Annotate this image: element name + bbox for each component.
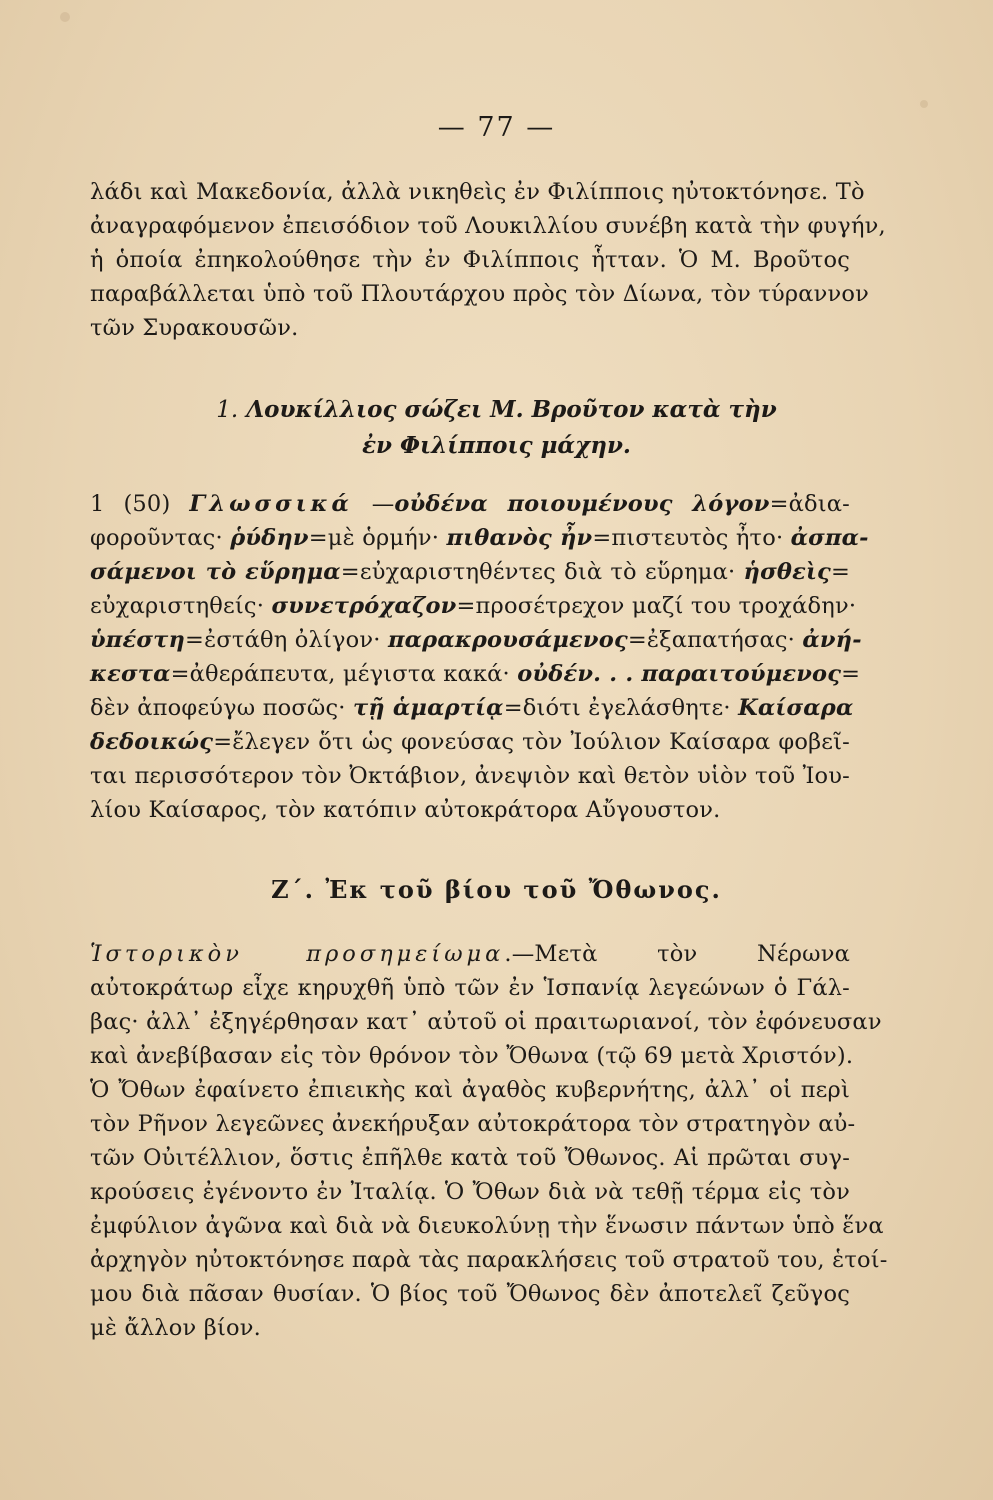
definition: =εὐχαριστηθέντες διὰ τὸ εὕρημα· [340,559,744,585]
heading-line-1: Λουκίλλιος σώζει Μ. Βροῦτον κατὰ τὴν [246,396,777,423]
history-line: τὸν Ρῆνον λεγεῶνες ἀνεκήρυξαν αὐτοκράτορα τὸν στρατηγὸν αὐ- [90,1111,856,1137]
term: παρακρουσάμενος [387,627,628,653]
glossary-line [90,555,850,589]
history-label: Ἱστορικὸν προσημείωμα [90,941,505,967]
history-line: ἐμφύλιον ἀγῶνα καὶ διὰ νὰ διευκολύνῃ τὴν ἕνωσιν πάντων ὑπὸ ἕνα [90,1213,884,1239]
definition: = [830,559,850,585]
definition: δὲν ἀποφεύγω ποσῶς· [90,695,353,721]
term: ὑπέστη [90,627,186,653]
definition: =προσέτρεχον μαζί του τροχάδην· [456,593,857,619]
term: οὐδέν. . . παραιτούμενος [517,661,842,687]
section-title: Ζ΄. Ἐκ τοῦ βίου τοῦ Ὄθωνος. [271,875,722,904]
term: ἀσπα- [790,525,869,551]
history-line: τῶν Οὐιτέλλιον, ὅστις ἐπῆλθε κατὰ τοῦ Ὄθωνος. Αἱ πρῶται συγ- [90,1145,850,1171]
term: ῥύδην [230,525,309,551]
glossary-line [90,725,850,759]
term: σάμενοι τὸ εὕρημα [90,559,341,585]
term: κεστα [90,661,171,687]
note-number: 1 (50) [90,491,190,517]
definition: =ἔλεγεν ὅτι ὡς φονεύσας τὸν Ἰούλιον Καίσαρα φοβεῖ- [213,729,850,755]
intro-line: ἀναγραφόμενον ἐπεισόδιον τοῦ Λουκιλλίου συνέβη κατὰ τὴν φυγήν, [90,213,886,239]
intro-line: παραβάλλεται ὑπὸ τοῦ Πλουτάρχου πρὸς τὸν Δίωνα, τὸν τύραννον [90,281,870,307]
glossary-line [90,657,861,691]
story-heading-continued: ἐν Φιλίπποις μάχην. [362,432,631,459]
glossary-title: Γλωσσικά [189,491,353,517]
glossary-line: λίου Καίσαρος, τὸν κατόπιν αὐτοκράτορα Αὔγουστον. [90,797,721,823]
heading-number: 1. [216,397,239,423]
glossary-line [90,589,857,623]
term: πιθανὸς ἦν [446,525,593,551]
glossary-line [90,487,850,521]
history-line: ἀρχηγὸν ηὐτοκτόνησε παρὰ τὰς παρακλήσεις τοῦ στρατοῦ του, ἑτοί- [90,1247,888,1273]
history-line: αὐτοκράτωρ εἶχε κηρυχθῆ ὑπὸ τῶν ἐν Ἱσπανίᾳ λεγεώνων ὁ Γάλ- [90,975,850,1001]
definition: =διότι ἐγελάσθητε· [503,695,739,721]
dash: — [352,491,395,517]
definition: = [841,661,861,687]
paper-stain [920,100,928,108]
definition: =ἀδια- [769,491,850,517]
definition: =ἀθεράπευτα, μέγιστα κακά· [170,661,518,687]
definition: =μὲ ὁρμήν· [308,525,447,551]
page-number: — 77 — [437,112,556,143]
definition: =ἐξαπατήσας· [627,627,803,653]
history-line: καὶ ἀνεβίβασαν εἰς τὸν θρόνον τὸν Ὄθωνα (τῷ 69 μετὰ Χριστόν). [90,1043,854,1069]
term: Καίσαρα [738,695,854,721]
history-line: κρούσεις ἐγένοντο ἐν Ἰταλίᾳ. Ὁ Ὄθων διὰ νὰ τεθῇ τέρμα εἰς τὸν [90,1179,850,1205]
intro-line: τῶν Συρακουσῶν. [90,315,299,341]
term: ἡσθεὶς [743,559,831,585]
history-paragraph [90,937,888,1345]
definition: φοροῦντας· [90,525,231,551]
history-line: μου διὰ πᾶσαν θυσίαν. Ὁ βίος τοῦ Ὄθωνος δὲν ἀποτελεῖ ζεῦγος [90,1281,850,1307]
definition: εὐχαριστηθείς· [90,593,272,619]
glossary-line [90,521,869,555]
intro-line: ἡ ὁποία ἐπηκολούθησε τὴν ἐν Φιλίπποις ἧτταν. Ὁ Μ. Βροῦτος [90,247,850,273]
history-text: .—Μετὰ τὸν Νέρωνα [504,941,850,967]
intro-paragraph [90,175,886,345]
intro-line: λάδι καὶ Μακεδονία, ἀλλὰ νικηθεὶς ἐν Φιλίπποις ηὐτοκτόνησε. Τὸ [90,179,865,205]
paper-stain [60,12,70,22]
story-heading [0,392,993,428]
term: τῇ ἁμαρτίᾳ [352,695,504,721]
definition: =ἐστάθη ὀλίγον· [185,627,388,653]
history-line: Ὁ Ὄθων ἐφαίνετο ἐπιεικὴς καὶ ἀγαθὸς κυβερνήτης, ἀλλ᾽ οἱ περὶ [90,1077,850,1103]
history-line: μὲ ἄλλον βίον. [90,1315,261,1341]
term: δεδοικώς [90,729,214,755]
term: οὐδένα ποιουμένους λόγον [394,491,770,517]
definition: =πιστευτὸς ἦτο· [592,525,791,551]
term: συνετρόχαζον [271,593,457,619]
glossary-paragraph [90,487,869,827]
history-line: βας· ἀλλ᾽ ἐξηγέρθησαν κατ᾽ αὐτοῦ οἱ πραιτωριανοί, τὸν ἐφόνευσαν [90,1009,882,1035]
glossary-line [90,691,854,725]
glossary-line [90,623,862,657]
term: ἀνή- [802,627,862,653]
glossary-line: ται περισσότερον τὸν Ὀκτάβιον, ἀνεψιὸν καὶ θετὸν υἱὸν τοῦ Ἰου- [90,763,850,789]
history-line [90,937,850,971]
